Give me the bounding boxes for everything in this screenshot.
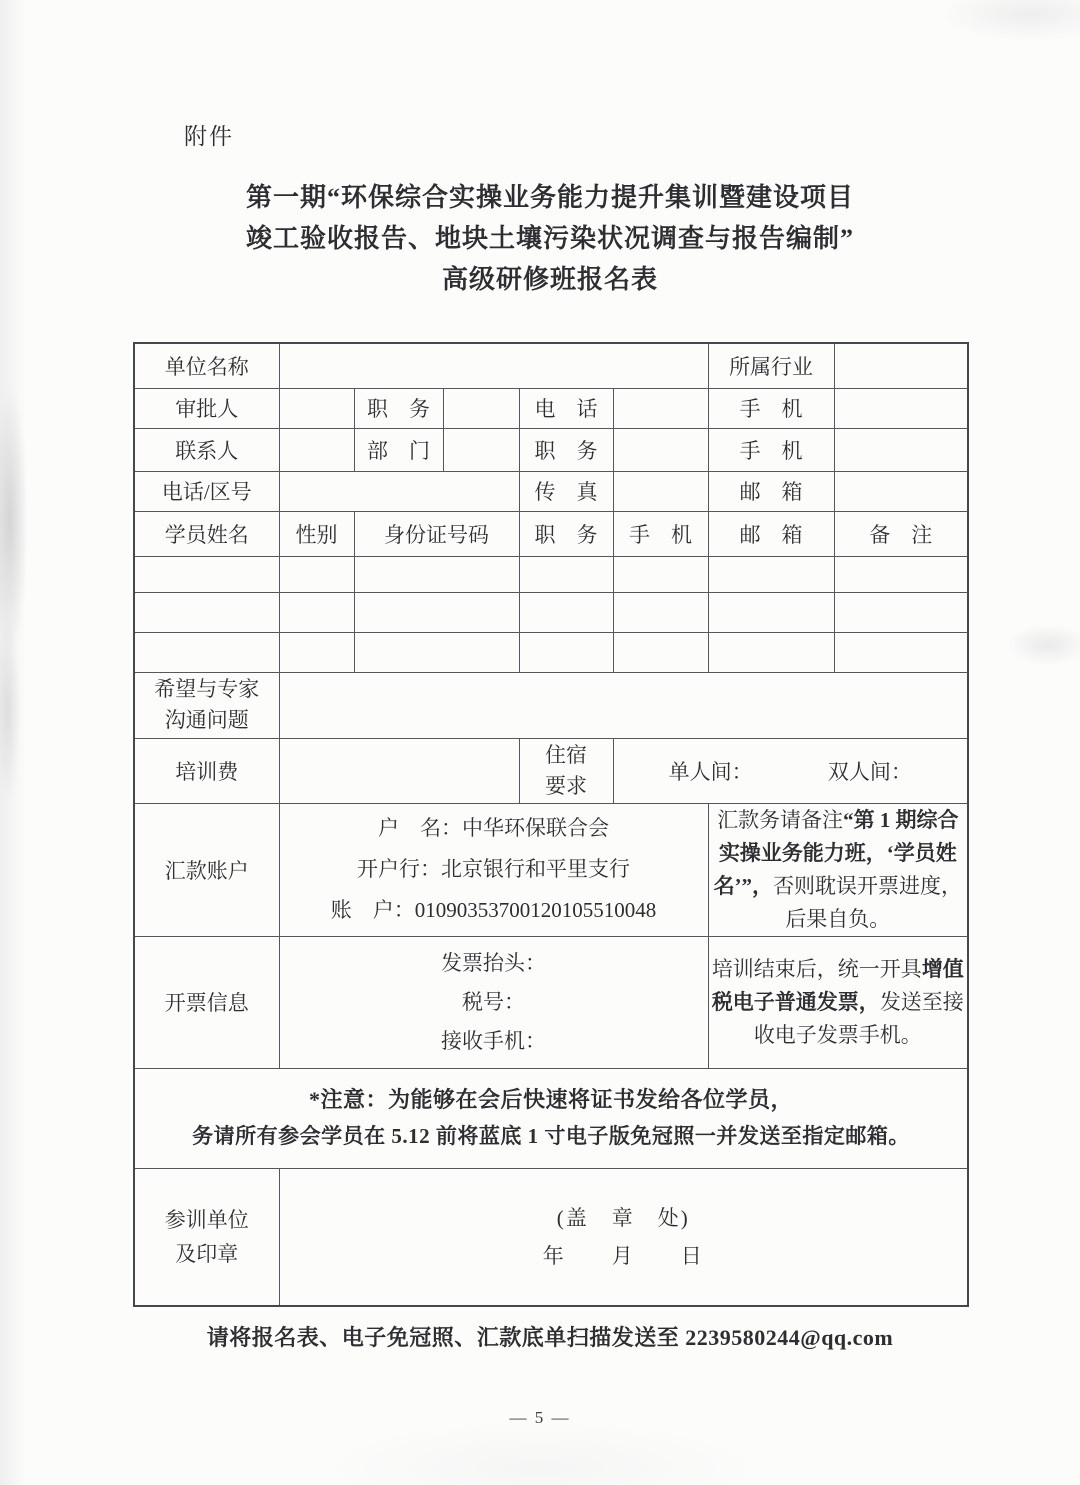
approver-mobile-input-cell	[834, 388, 968, 428]
invoice-label: 开票信息	[134, 936, 279, 1068]
hope-input-cell	[279, 672, 968, 738]
student-cell	[519, 592, 613, 632]
student-cell	[354, 632, 519, 672]
student-cell	[834, 632, 968, 672]
fee-row	[134, 738, 968, 803]
approver-input-cell	[279, 388, 354, 428]
notice-cell	[134, 1068, 968, 1168]
invoice-row	[134, 936, 968, 1068]
student-remark-header: 备 注	[834, 511, 968, 556]
approver-position-label: 职 务	[354, 388, 443, 428]
document-title	[133, 177, 967, 300]
stamp-label	[134, 1168, 279, 1306]
contact-mobile-label: 手 机	[708, 428, 834, 471]
student-empty-row	[134, 592, 968, 632]
invoice-details	[279, 936, 708, 1068]
industry-label: 所属行业	[708, 343, 834, 388]
student-position-header: 职 务	[519, 511, 613, 556]
notice-line-1: *注意：为能够在会后快速将证书发给各位学员，	[309, 1087, 794, 1112]
student-cell	[279, 632, 354, 672]
stamp-label-line-1: 参训单位	[164, 1207, 249, 1232]
student-cell	[519, 632, 613, 672]
student-mobile-header: 手 机	[613, 511, 708, 556]
contact-mobile-input-cell	[834, 428, 968, 471]
student-cell	[519, 556, 613, 592]
contact-label: 联系人	[134, 428, 279, 471]
phone-area-input-cell	[279, 471, 519, 511]
remittance-note	[708, 803, 968, 936]
single-room-label: 单人间：	[668, 759, 753, 784]
title-line-2: 竣工验收报告、地块土壤污染状况调查与报告编制”	[245, 224, 854, 253]
receive-mobile-label: 接收手机：	[441, 1028, 547, 1053]
student-cell	[834, 592, 968, 632]
remittance-note-suffix: 否则耽误开票进度，后果自负。	[773, 873, 963, 931]
lodging-label-line-1: 住宿	[545, 742, 587, 767]
lodging-label	[519, 738, 613, 803]
invoice-note-suffix: 发送至接收电子发票手机。	[753, 989, 964, 1047]
send-instruction: 请将报名表、电子免冠照、汇款底单扫描发送至 2239580244@qq.com	[206, 1325, 894, 1350]
phone-area-label: 电话/区号	[134, 471, 279, 511]
contact-row	[134, 428, 968, 471]
attachment-label: 附件	[184, 124, 234, 149]
title-line-3: 高级研修班报名表	[441, 265, 658, 294]
lodging-label-line-2: 要求	[545, 773, 587, 798]
fax-input-cell	[613, 471, 708, 511]
email-input-cell	[834, 471, 968, 511]
stamp-row	[134, 1168, 968, 1306]
contact-department-input-cell	[443, 428, 519, 471]
hope-label	[134, 672, 279, 738]
student-name-header: 学员姓名	[134, 511, 279, 556]
student-cell	[279, 592, 354, 632]
student-cell	[613, 632, 708, 672]
invoice-note-prefix: 培训结束后，统一开具	[711, 956, 922, 981]
remittance-note-prefix: 汇款务请备注	[717, 807, 844, 832]
student-cell	[834, 556, 968, 592]
account-row	[134, 803, 968, 936]
title-line-1: 第一期“环保综合实操业务能力提升集训暨建设项目	[245, 183, 854, 212]
unit-row	[134, 343, 968, 388]
student-cell	[134, 632, 279, 672]
stamp-area-cell	[279, 1168, 968, 1306]
student-empty-row	[134, 632, 968, 672]
student-email-header: 邮 箱	[708, 511, 834, 556]
registration-form-table	[133, 342, 969, 1307]
tax-id-label: 税号：	[462, 989, 526, 1014]
student-header-row	[134, 511, 968, 556]
approver-position-input-cell	[443, 388, 519, 428]
unit-name-label: 单位名称	[134, 343, 279, 388]
notice-line-2: 务请所有参会学员在 5.12 前将蓝底 1 寸电子版免冠照一并发送至指定邮箱。	[192, 1124, 910, 1148]
approver-mobile-label: 手 机	[708, 388, 834, 428]
account-label: 汇款账户	[134, 803, 279, 936]
stamp-label-line-2: 及印章	[175, 1241, 239, 1266]
student-gender-header: 性别	[279, 511, 354, 556]
fee-label: 培训费	[134, 738, 279, 803]
room-choice-cell	[613, 738, 968, 803]
student-cell	[708, 556, 834, 592]
student-cell	[613, 556, 708, 592]
account-name-line: 户 名：中华环保联合会	[378, 816, 610, 840]
approver-phone-input-cell	[613, 388, 708, 428]
phone-row	[134, 471, 968, 511]
notice-row	[134, 1068, 968, 1168]
student-cell	[134, 556, 279, 592]
contact-position-input-cell	[613, 428, 708, 471]
unit-name-input-cell	[279, 343, 708, 388]
remittance-note-bold: “第 1 期综合实操业务能力班，‘学员姓名’”，	[713, 807, 959, 898]
student-cell	[613, 592, 708, 632]
student-cell	[708, 592, 834, 632]
student-empty-row	[134, 556, 968, 592]
student-cell	[354, 556, 519, 592]
approver-phone-label: 电 话	[519, 388, 613, 428]
hope-label-line-1: 希望与专家	[154, 677, 260, 701]
approver-row	[134, 388, 968, 428]
student-id-header: 身份证号码	[354, 511, 519, 556]
double-room-label: 双人间：	[827, 759, 912, 784]
contact-position-label: 职 务	[519, 428, 613, 471]
fee-input-cell	[279, 738, 519, 803]
email-label: 邮 箱	[708, 471, 834, 511]
hope-row	[134, 672, 968, 738]
student-cell	[134, 592, 279, 632]
student-cell	[279, 556, 354, 592]
account-details	[279, 803, 708, 936]
hope-label-line-2: 沟通问题	[164, 708, 249, 732]
student-cell	[354, 592, 519, 632]
contact-department-label: 部 门	[354, 428, 443, 471]
invoice-note	[708, 936, 968, 1068]
page-number: — 5 —	[509, 1408, 571, 1427]
invoice-note-bold: 增值税电子普通发票，	[711, 956, 964, 1014]
approver-label: 审批人	[134, 388, 279, 428]
date-hint: 年 月 日	[542, 1243, 704, 1268]
fax-label: 传 真	[519, 471, 613, 511]
industry-input-cell	[834, 343, 968, 388]
invoice-title-label: 发票抬头：	[441, 950, 547, 975]
student-cell	[708, 632, 834, 672]
contact-input-cell	[279, 428, 354, 471]
account-bank-line: 开户行：北京银行和平里支行	[357, 857, 631, 881]
seal-place-hint: (盖 章 处)	[556, 1205, 690, 1230]
account-number-line: 账 户：01090353700120105510048	[330, 898, 657, 922]
